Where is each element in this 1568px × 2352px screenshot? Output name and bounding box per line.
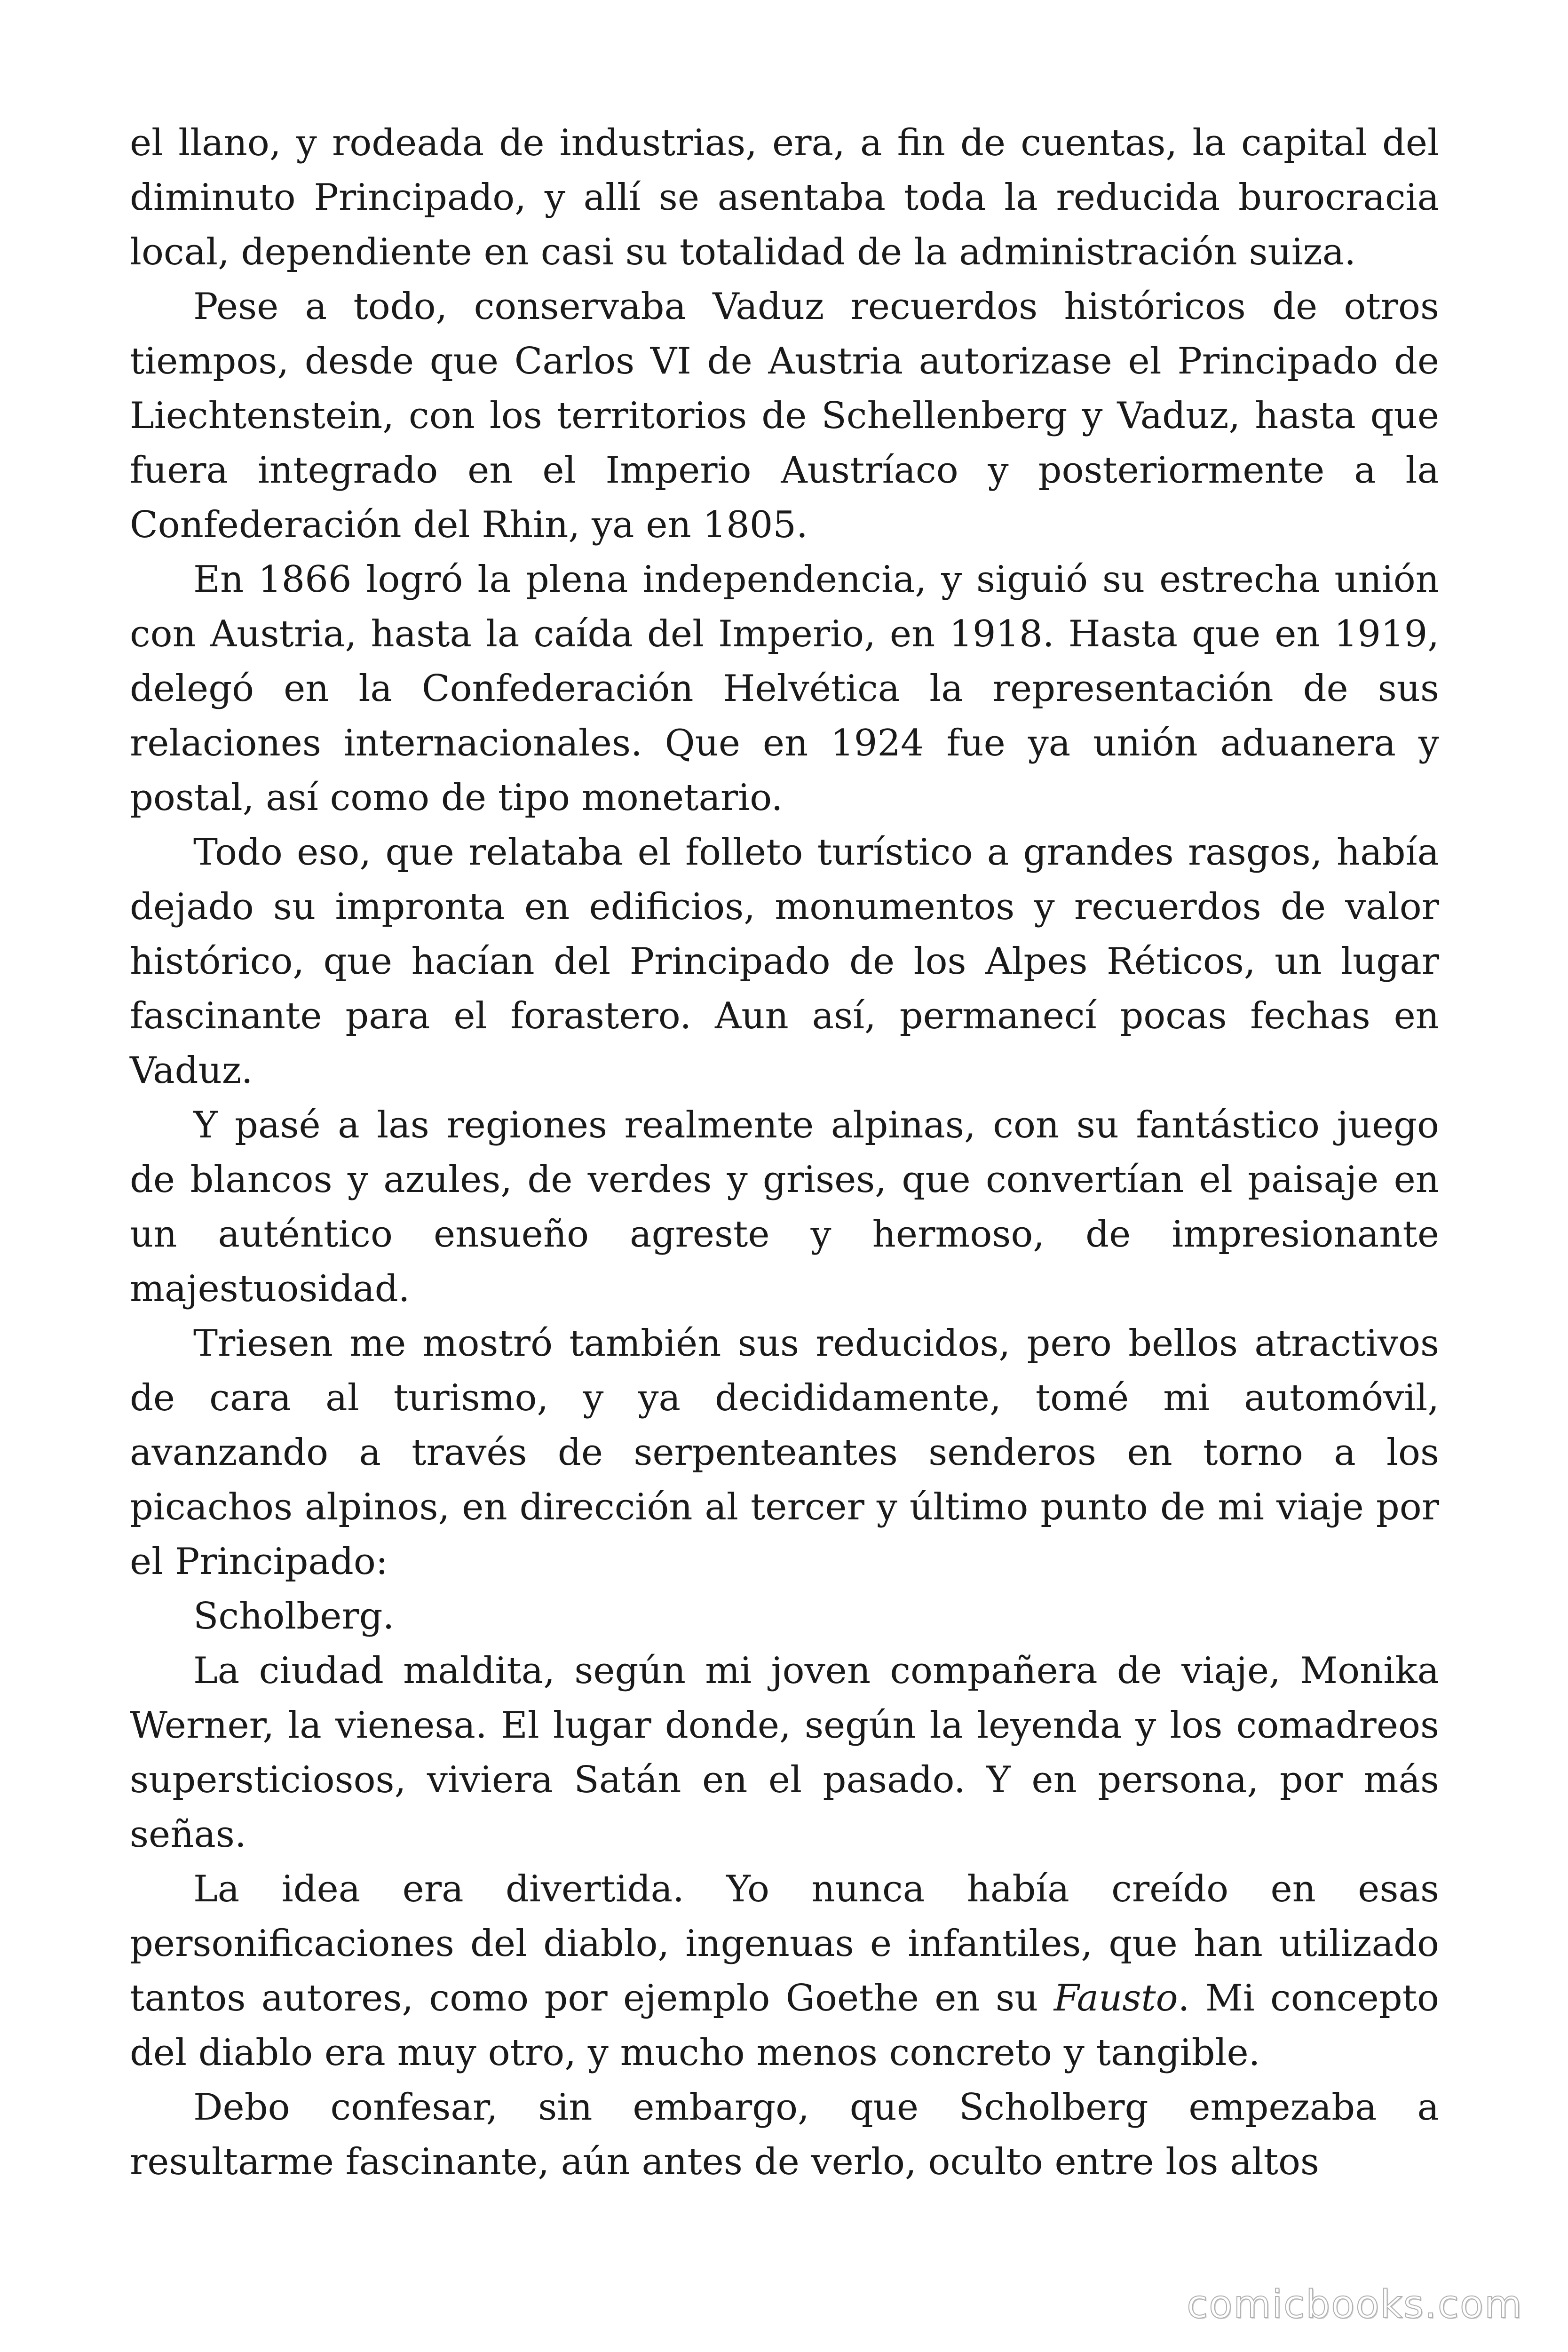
paragraph: Todo eso, que relataba el folleto turístico a grandes rasgos, había dejado su impronta en edificios, monumentos y recuerdos de valor histórico, que hacían del Principado de los Alpes Réticos, un lugar fascinante para el forastero. Aun así, permanecí pocas fechas en Vaduz. [130, 831, 1439, 1092]
paragraph: La ciudad maldita, según mi joven compañera de viaje, Monika Werner, la vienesa. El lugar donde, según la leyenda y los comadreos supersticiosos, viviera Satán en el pasado. Y en persona, por más señas. [130, 1650, 1439, 1856]
book-page-body [130, 116, 1439, 2189]
site-watermark: comicbooks.com [1187, 2282, 1523, 2327]
paragraph: En 1866 logró la plena independencia, y siguió su estrecha unión con Austria, hasta la caída del Imperio, en 1918. Hasta que en 1919, delegó en la Confederación Helvética la representación de sus relaciones internacionales. Que en 1924 fue ya unión aduanera y postal, así como de tipo monetario. [130, 558, 1439, 819]
paragraph: Pese a todo, conservaba Vaduz recuerdos históricos de otros tiempos, desde que Carlos VI de Austria autorizase el Principado de Liechtenstein, con los territorios de Schellenberg y Vaduz, hasta que fuera integrado en el Imperio Austríaco y posteriormente a la Confederación del Rhin, ya en 1805. [130, 286, 1439, 546]
book-title-italic: Fausto [1053, 1977, 1178, 2019]
paragraph: Debo confesar, sin embargo, que Scholberg empezaba a resultarme fascinante, aún antes de verlo, oculto entre los altos [130, 2086, 1439, 2183]
paragraph: Scholberg. [193, 1595, 395, 1637]
paragraph: el llano, y rodeada de industrias, era, a fin de cuentas, la capital del diminuto Principado, y allí se asentaba toda la reducida burocracia local, dependiente en casi su totalidad de la administración suiza. [130, 122, 1439, 273]
paragraph: Triesen me mostró también sus reducidos, pero bellos atractivos de cara al turismo, y ya decididamente, tomé mi automóvil, avanzando a través de serpenteantes senderos en torno a los picachos alpinos, en dirección al tercer y último punto de mi viaje por el Principado: [130, 1322, 1439, 1583]
paragraph-text: La idea era divertida. Yo nunca había creído en esas personificaciones del diablo, ingenuas e infantiles, que han utilizado tantos autores, como por ejemplo Goethe en su [130, 1868, 1439, 2019]
paragraph-text: . Mi concepto del diablo era muy otro, y mucho menos concreto y tangible. [130, 1977, 1439, 2074]
paragraph [130, 1862, 1439, 2080]
paragraph: Y pasé a las regiones realmente alpinas, con su fantástico juego de blancos y azules, de verdes y grises, que convertían el paisaje en un auténtico ensueño agreste y hermoso, de impresionante majestuosidad. [130, 1104, 1439, 1310]
